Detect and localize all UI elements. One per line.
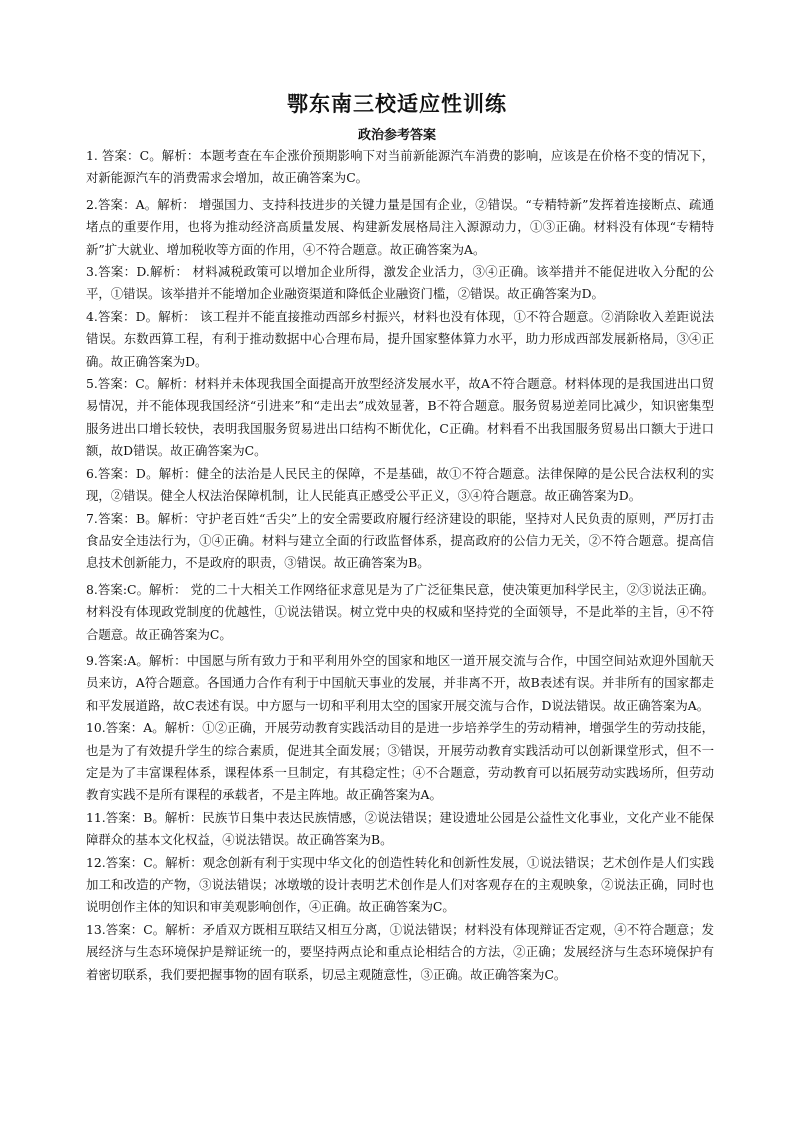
answer-item-1: 1. 答案：C。解析：本题考查在车企涨价预期影响下对当前新能源汽车消费的影响，应该是在价格不变的情况下，对新能源汽车的消费需求会增加，故正确答案为C。 (86, 148, 714, 186)
document-title: 鄂东南三校适应性训练 (287, 92, 507, 116)
document-subtitle: 政治参考答案 (357, 128, 436, 143)
answer-item-4: 4.答案：D。解析： 该工程并不能直接推动西部乡村振兴，材料也没有体现，①不符合题意。②消除收入差距说法错误。东数西算工程，有利于推动数据中心合理布局，提升国家整体算力水平，助力形成西部发展新格局，③④正确。故正确答案为D。 (86, 308, 714, 369)
answer-item-9: 9.答案:A。解析：中国愿与所有致力于和平利用外空的国家和地区一道开展交流与合作，中国空间站欢迎外国航天员来访，A符合题意。各国通力合作有利于中国航天事业的发展，并非离不开，故B表述有误。并非所有的国家都走和平发展道路，故C表述有误。中方愿与一切和平利用太空的国家开展交流与合作，D说法错误。故正确答案为A。 (86, 652, 714, 713)
answer-item-10: 10.答案：A。解析：①②正确，开展劳动教育实践活动目的是进一步培养学生的劳动精神，增强学生的劳动技能，也是为了有效提升学生的综合素质，促进其全面发展；③错误，开展劳动教育实践活动可以创新课堂形式，但不一定是为了丰富课程体系，课程体系一旦制定，有其稳定性；④不合题意，劳动教育可以拓展劳动实践场所，但劳动教育实践不是所有课程的承载者，不是主阵地。故正确答案为A。 (86, 720, 714, 803)
answer-item-3: 3.答案：D.解析： 材料减税政策可以增加企业所得，激发企业活力，③④正确。该举措并不能促进收入分配的公平，①错误。该举措并不能增加企业融资渠道和降低企业融资门槛，②错误。故正确答案为D。 (86, 264, 714, 302)
answer-item-5: 5.答案：C。解析：材料并未体现我国全面提高开放型经济发展水平，故A不符合题意。材料体现的是我国进出口贸易情况，并不能体现我国经济“引进来”和“走出去”成效显著，B不符合题意。服务贸易逆差同比减少，知识密集型服务进出口增长较快，表明我国服务贸易进出口结构不断优化，C正确。材料看不出我国服务贸易出口额大于进口额，故D错误。故正确答案为C。 (86, 376, 714, 459)
answer-item-11: 11.答案：B。解析：民族节日集中表达民族情感，②说法错误；建设遗址公园是公益性文化事业，文化产业不能保障群众的基本文化权益，④说法错误。故正确答案为B。 (86, 809, 714, 848)
answer-item-2: 2.答案：A。解析： 增强国力、支持科技进步的关键力量是国有企业，②错误。“专精特新”发挥着连接断点、疏通堵点的重要作用，也将为推动经济高质量发展、构建新发展格局注入源源动力，①③正确。材料没有体现“专精特新”扩大就业、增加税收等方面的作用，④不符合题意。故正确答案为A。 (86, 196, 714, 257)
answer-item-7: 7.答案：B。解析：守护老百姓“舌尖”上的安全需要政府履行经济建设的职能，坚持对人民负责的原则，严厉打击食品安全违法行为，①④正确。材料与建立全面的行政监督体系，提高政府的公信力无关，②不符合题意。提高信息技术创新能力，不是政府的职责，③错误。故正确答案为B。 (86, 510, 714, 571)
answer-item-8: 8.答案:C。解析： 党的二十大相关工作网络征求意见是为了广泛征集民意，使决策更加科学民主，②③说法正确。材料没有体现政党制度的优越性，①说法错误。树立党中央的权威和坚持党的全面领导，不是此举的主旨，④不符合题意。故正确答案为C。 (86, 581, 714, 642)
answer-item-6: 6.答案：D。解析：健全的法治是人民民主的保障，不是基础，故①不符合题意。法律保障的是公民合法权利的实现，②错误。健全人权法治保障机制，让人民能真正感受公平正义，③④符合题意。故正确答案为D。 (86, 465, 714, 504)
answer-item-12: 12.答案：C。解析：观念创新有利于实现中华文化的创造性转化和创新性发展，①说法错误；艺术创作是人们实践加工和改造的产物，③说法错误；冰墩墩的设计表明艺术创作是人们对客观存在的主观映象，②说法正确，同时也说明创作主体的知识和审美观影响创作，④正确。故正确答案为C。 (86, 854, 714, 915)
answer-item-13: 13.答案：C。解析：矛盾双方既相互联结又相互分离，①说法错误；材料没有体现辩证否定观，④不符合题意；发展经济与生态环境保护是辩证统一的，要坚持两点论和重点论相结合的方法，②正确；发展经济与生态环境保护有着密切联系，我们要把握事物的固有联系，切忌主观随意性，③正确。故正确答案为C。 (86, 921, 714, 982)
answer-list (86, 145, 714, 986)
